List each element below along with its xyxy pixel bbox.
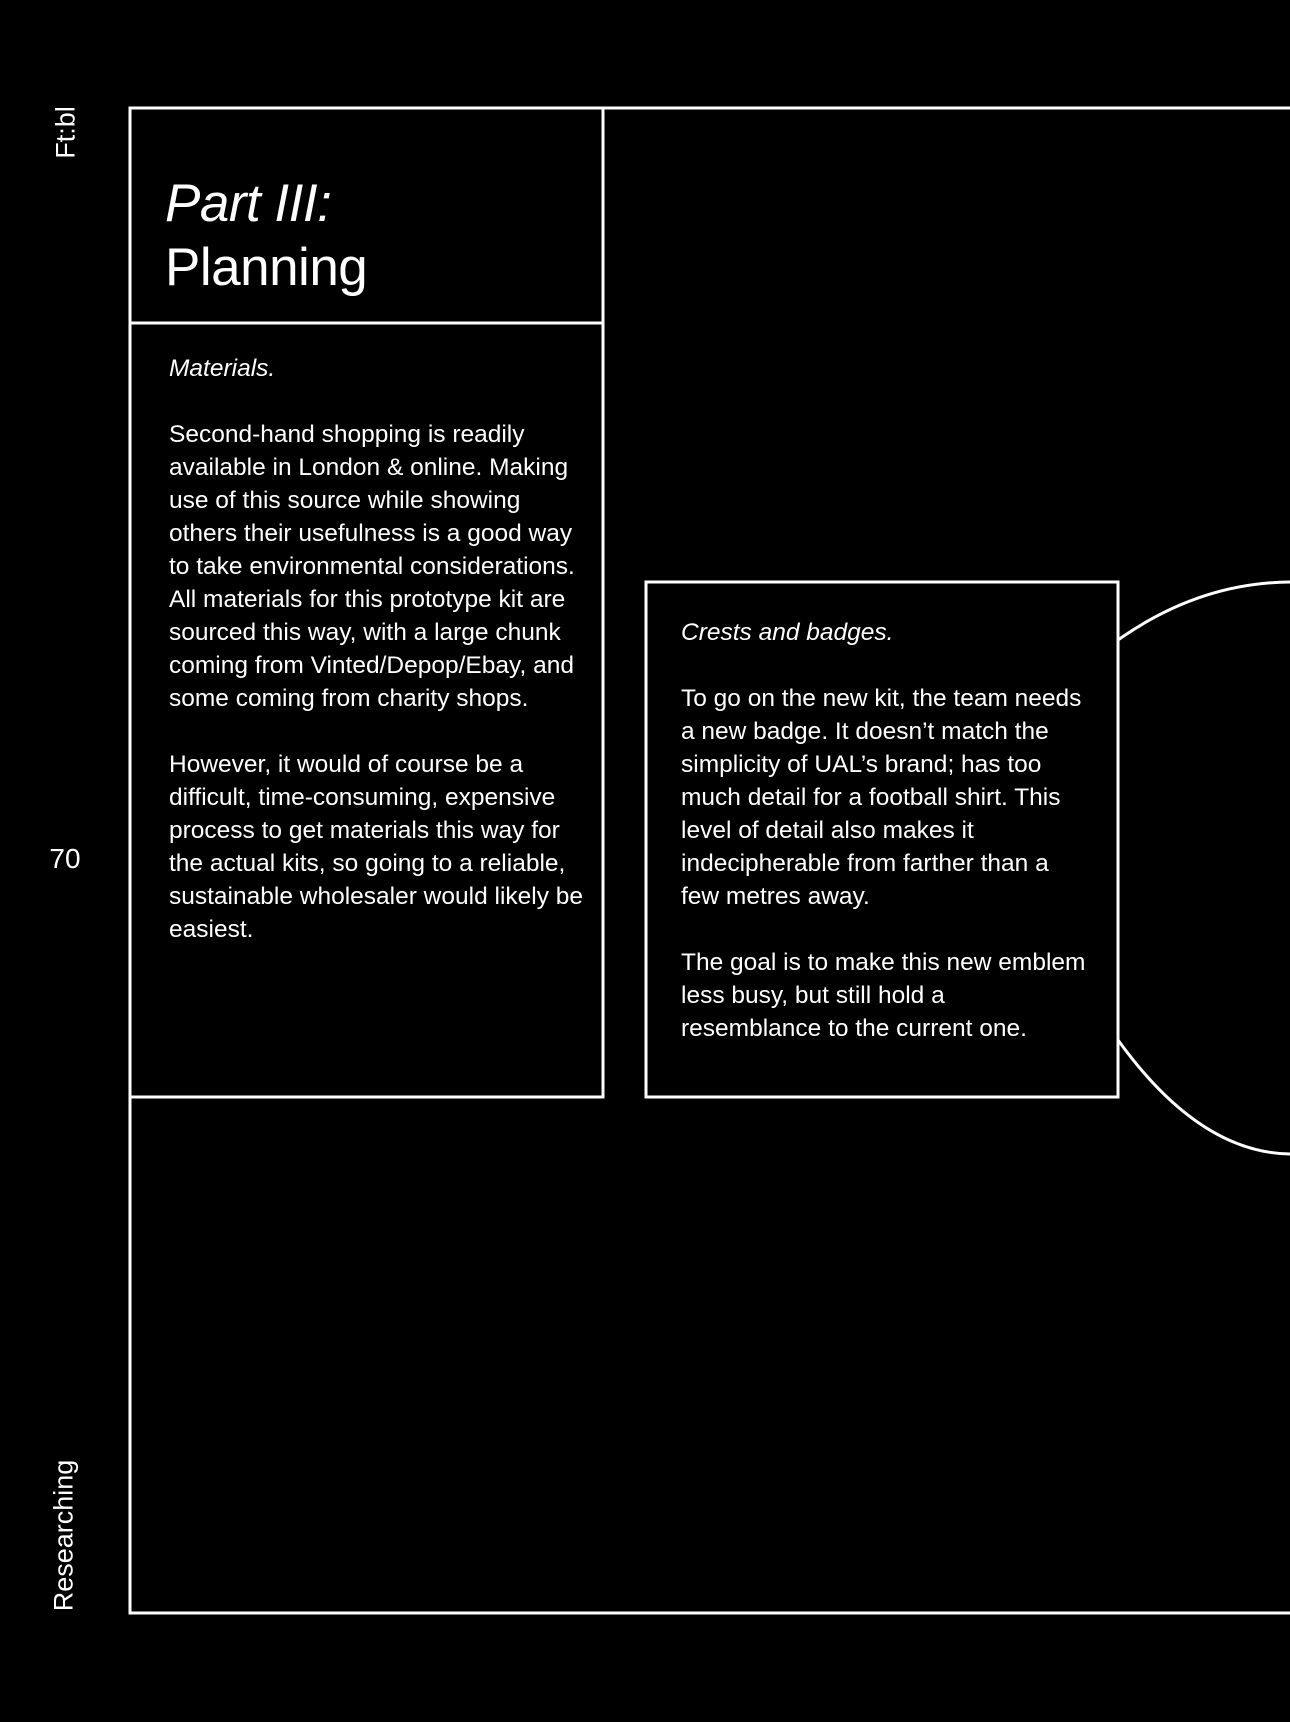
- brand-label: Ft:bl: [50, 106, 81, 159]
- page-title: [165, 172, 595, 300]
- section-label: Researching: [48, 1459, 79, 1612]
- crests-section: [681, 616, 1091, 1078]
- title-name: Planning: [165, 238, 368, 297]
- penalty-arc: [1118, 582, 1290, 1154]
- materials-paragraph-2: However, it would of course be a difficult, time-consuming, expensive process to get materials this way for the actual kits, so going to a reliable, sustainable wholesaler would likely be easiest.: [169, 751, 584, 943]
- page-number: 70: [49, 843, 81, 874]
- materials-section: [169, 352, 589, 979]
- crests-paragraph-2: The goal is to make this new emblem less busy, but still hold a resemblance to the current one.: [681, 949, 1086, 1042]
- crests-paragraph-1: To go on the new kit, the team needs a new badge. It doesn’t match the simplicity of UAL’s brand; has too much detail for a football shirt. This level of detail also makes it indecipherable from farther than a few metres away.: [681, 685, 1082, 910]
- title-part: Part III:: [165, 174, 332, 233]
- materials-heading: Materials.: [169, 355, 276, 382]
- crests-heading: Crests and badges.: [681, 619, 894, 646]
- materials-paragraph-1: Second-hand shopping is readily available in London & online. Making use of this source while showing others their usefulness is a good way to take environmental considerations. All materials for this prototype kit are sourced this way, with a large chunk coming from Vinted/Depop/Ebay, and some coming from charity shops.: [169, 421, 575, 712]
